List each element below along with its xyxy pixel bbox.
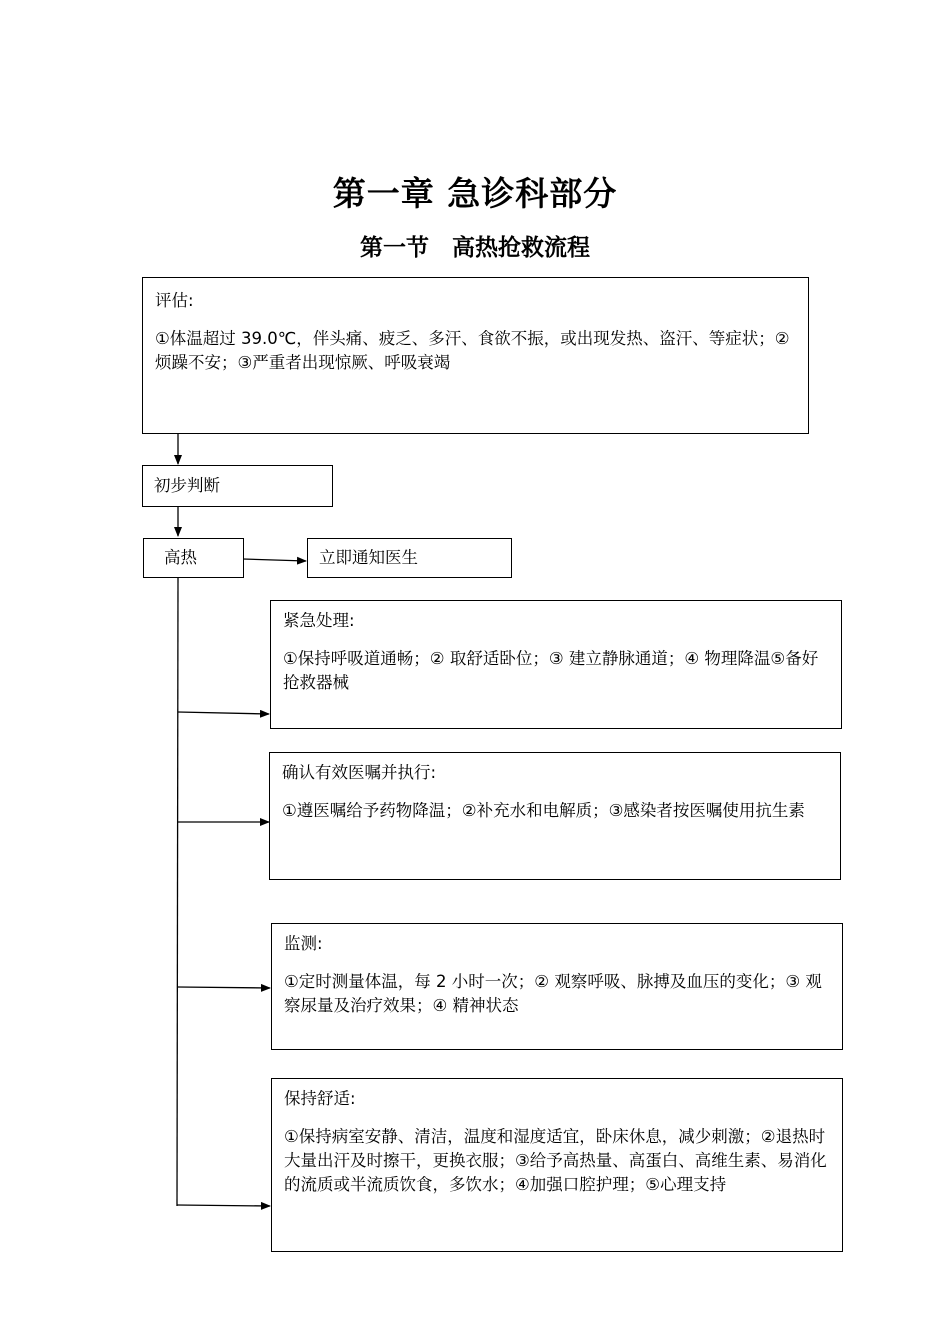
- high-fever-box: [143, 538, 244, 578]
- assessment-label: 评估:: [155, 291, 194, 310]
- arrow-to-emergency: [178, 712, 269, 714]
- monitoring-box: [271, 923, 843, 1050]
- assessment-box: [142, 277, 809, 434]
- emergency-body: ①保持呼吸道通畅；② 取舒适卧位；③ 建立静脉通道；④ 物理降温⑤备好抢救器械: [283, 649, 819, 692]
- section-title: 第一节 高热抢救流程: [360, 235, 590, 261]
- notify-doctor-label: 立即通知医生: [319, 548, 418, 567]
- trunk-line: [177, 578, 178, 1206]
- emergency-box: [270, 600, 842, 729]
- orders-box: [269, 752, 841, 880]
- comfort-label: 保持舒适:: [284, 1089, 356, 1108]
- arrow-to-monitoring: [178, 987, 270, 988]
- comfort-body: ①保持病室安静、清洁，温度和湿度适宜，卧床休息，减少刺激；②退热时大量出汗及时擦干，更换衣服；③给予高热量、高蛋白、高维生素、易消化的流质或半流质饮食，多饮水；④加强口腔护理；⑤心理支持: [284, 1127, 827, 1194]
- initial-judgment-box: [142, 465, 333, 507]
- notify-doctor-box: [307, 538, 512, 578]
- initial-judgment-label: 初步判断: [154, 476, 220, 495]
- orders-label: 确认有效医嘱并执行:: [282, 763, 437, 782]
- arrow-fever-to-notify: [243, 559, 306, 561]
- orders-body: ①遵医嘱给予药物降温；②补充水和电解质；③感染者按医嘱使用抗生素: [282, 801, 805, 820]
- emergency-label: 紧急处理:: [283, 611, 355, 630]
- monitoring-label: 监测:: [284, 934, 323, 953]
- comfort-box: [271, 1078, 843, 1252]
- arrow-to-comfort: [177, 1205, 270, 1206]
- assessment-body: ①体温超过 39.0℃，伴头痛、疲乏、多汗、食欲不振，或出现发热、盗汗、等症状；②烦躁不安；③严重者出现惊厥、呼吸衰竭: [155, 329, 790, 372]
- monitoring-body: ①定时测量体温，每 2 小时一次；② 观察呼吸、脉搏及血压的变化；③ 观察尿量及治疗效果；④ 精神状态: [284, 972, 822, 1015]
- page-title: 第一章 急诊科部分: [332, 174, 618, 213]
- high-fever-label: 高热: [164, 548, 197, 567]
